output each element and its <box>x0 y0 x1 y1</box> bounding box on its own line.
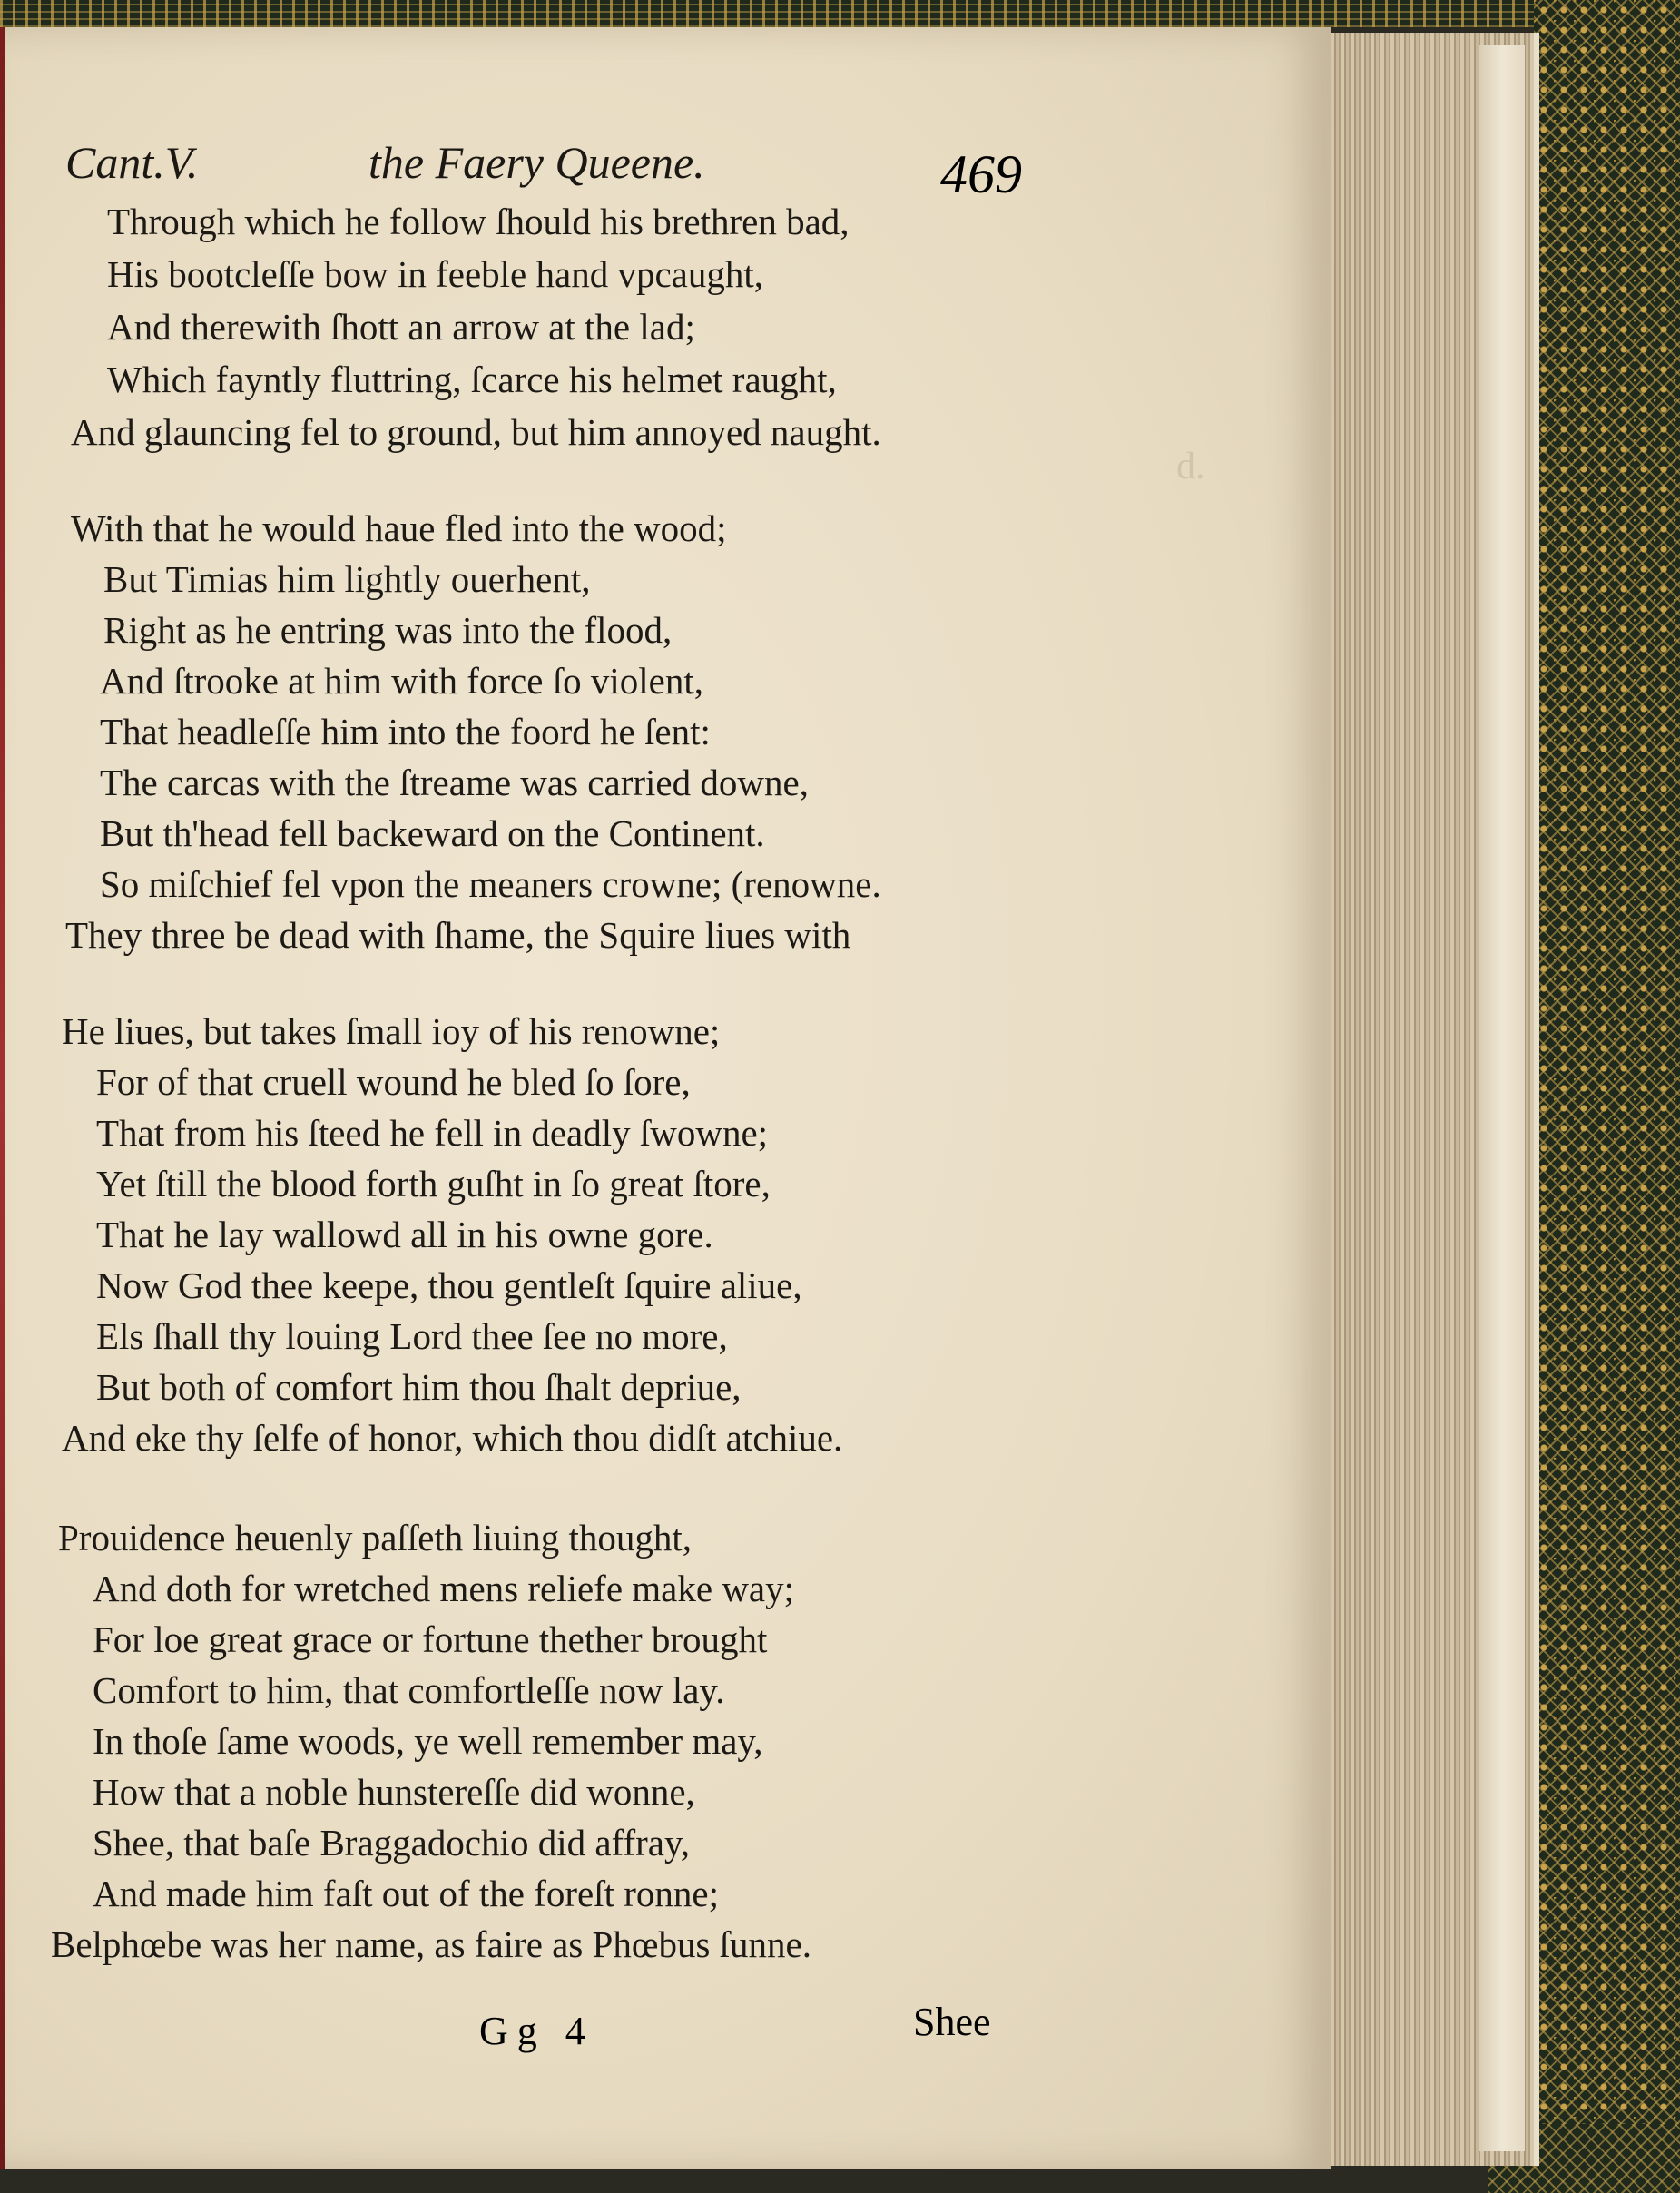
verse-line: Shee, that baſe Braggadochio did affray, <box>93 1822 691 1864</box>
verse-line: His bootcleſſe bow in feeble hand vpcaught, <box>107 253 763 295</box>
verse-line: How that a noble hunstereſſe did wonne, <box>93 1771 695 1813</box>
verse-line: Yet ſtill the blood forth guſht in ſo great ſtore, <box>96 1163 771 1205</box>
verse-line: And made him faſt out of the foreſt ronne; <box>93 1873 719 1914</box>
verse-line: And glauncing fel to ground, but him annoyed naught. <box>71 411 881 453</box>
running-title: the Faery Queene. <box>368 137 705 188</box>
verse-line: But both of comfort him thou ſhalt depriue, <box>96 1366 742 1408</box>
verse-line: In thoſe ſame woods, ye well remember may, <box>93 1720 763 1762</box>
verse-line: Now God thee keepe, thou gentleſt ſquire aliue, <box>96 1264 802 1306</box>
verse-line: And doth for wretched mens reliefe make way; <box>93 1568 795 1609</box>
verse-line: Right as he entring was into the flood, <box>103 609 673 651</box>
verse-line: Which fayntly fluttring, ſcarce his helmet raught, <box>107 359 837 400</box>
verse-line: For loe great grace or fortune thether brought <box>93 1618 768 1660</box>
show-through-text: d. <box>1176 446 1205 487</box>
verse-line: He liues, but takes ſmall ioy of his renowne; <box>62 1010 721 1052</box>
page-fore-edge <box>1479 45 1525 2151</box>
verse-line: And eke thy ſelfe of honor, which thou didſt atchiue. <box>62 1417 843 1459</box>
verse-line: Els ſhall thy louing Lord thee ſee no more, <box>96 1315 728 1357</box>
verse-line: Comfort to him, that comfortleſſe now lay. <box>93 1669 725 1711</box>
verse-line: Belphœbe was her name, as faire as Phœbus ſunne. <box>51 1923 811 1965</box>
verse-line: But th'head fell backeward on the Continent. <box>100 812 765 854</box>
verse-line: With that he would haue fled into the wood; <box>71 507 727 549</box>
binding-top-border <box>0 0 1680 27</box>
verse-line: The carcas with the ſtreame was carried downe, <box>100 762 809 803</box>
book-page <box>5 27 1331 2169</box>
verse-line: That headleſſe him into the foord he ſent: <box>100 711 711 752</box>
verse-line: Prouidence heuenly paſſeth liuing thought, <box>58 1517 693 1559</box>
verse-line: That from his ſteed he fell in deadly ſwowne; <box>96 1112 769 1154</box>
verse-line: And ſtrooke at him with force ſo violent, <box>100 660 703 702</box>
verse-line: They three be dead with ſhame, the Squire liues with <box>65 914 851 956</box>
canto-heading: Cant.V. <box>65 137 199 188</box>
page-number: 469 <box>940 144 1022 204</box>
verse-line: For of that cruell wound he bled ſo ſore, <box>96 1061 691 1103</box>
verse-line: That he lay wallowd all in his owne gore. <box>96 1214 713 1255</box>
gilt-binding-edge <box>1534 0 1680 2193</box>
signature-mark: Gg 4 <box>479 2009 594 2053</box>
verse-line: And therewith ſhott an arrow at the lad; <box>107 306 695 348</box>
verse-line: So miſchief fel vpon the meaners crowne; (renowne. <box>100 863 881 905</box>
verse-line: But Timias him lightly ouerhent, <box>103 558 591 600</box>
verse-line: Through which he follow ſhould his brethren bad, <box>107 201 850 242</box>
catchword: Shee <box>913 2000 991 2044</box>
